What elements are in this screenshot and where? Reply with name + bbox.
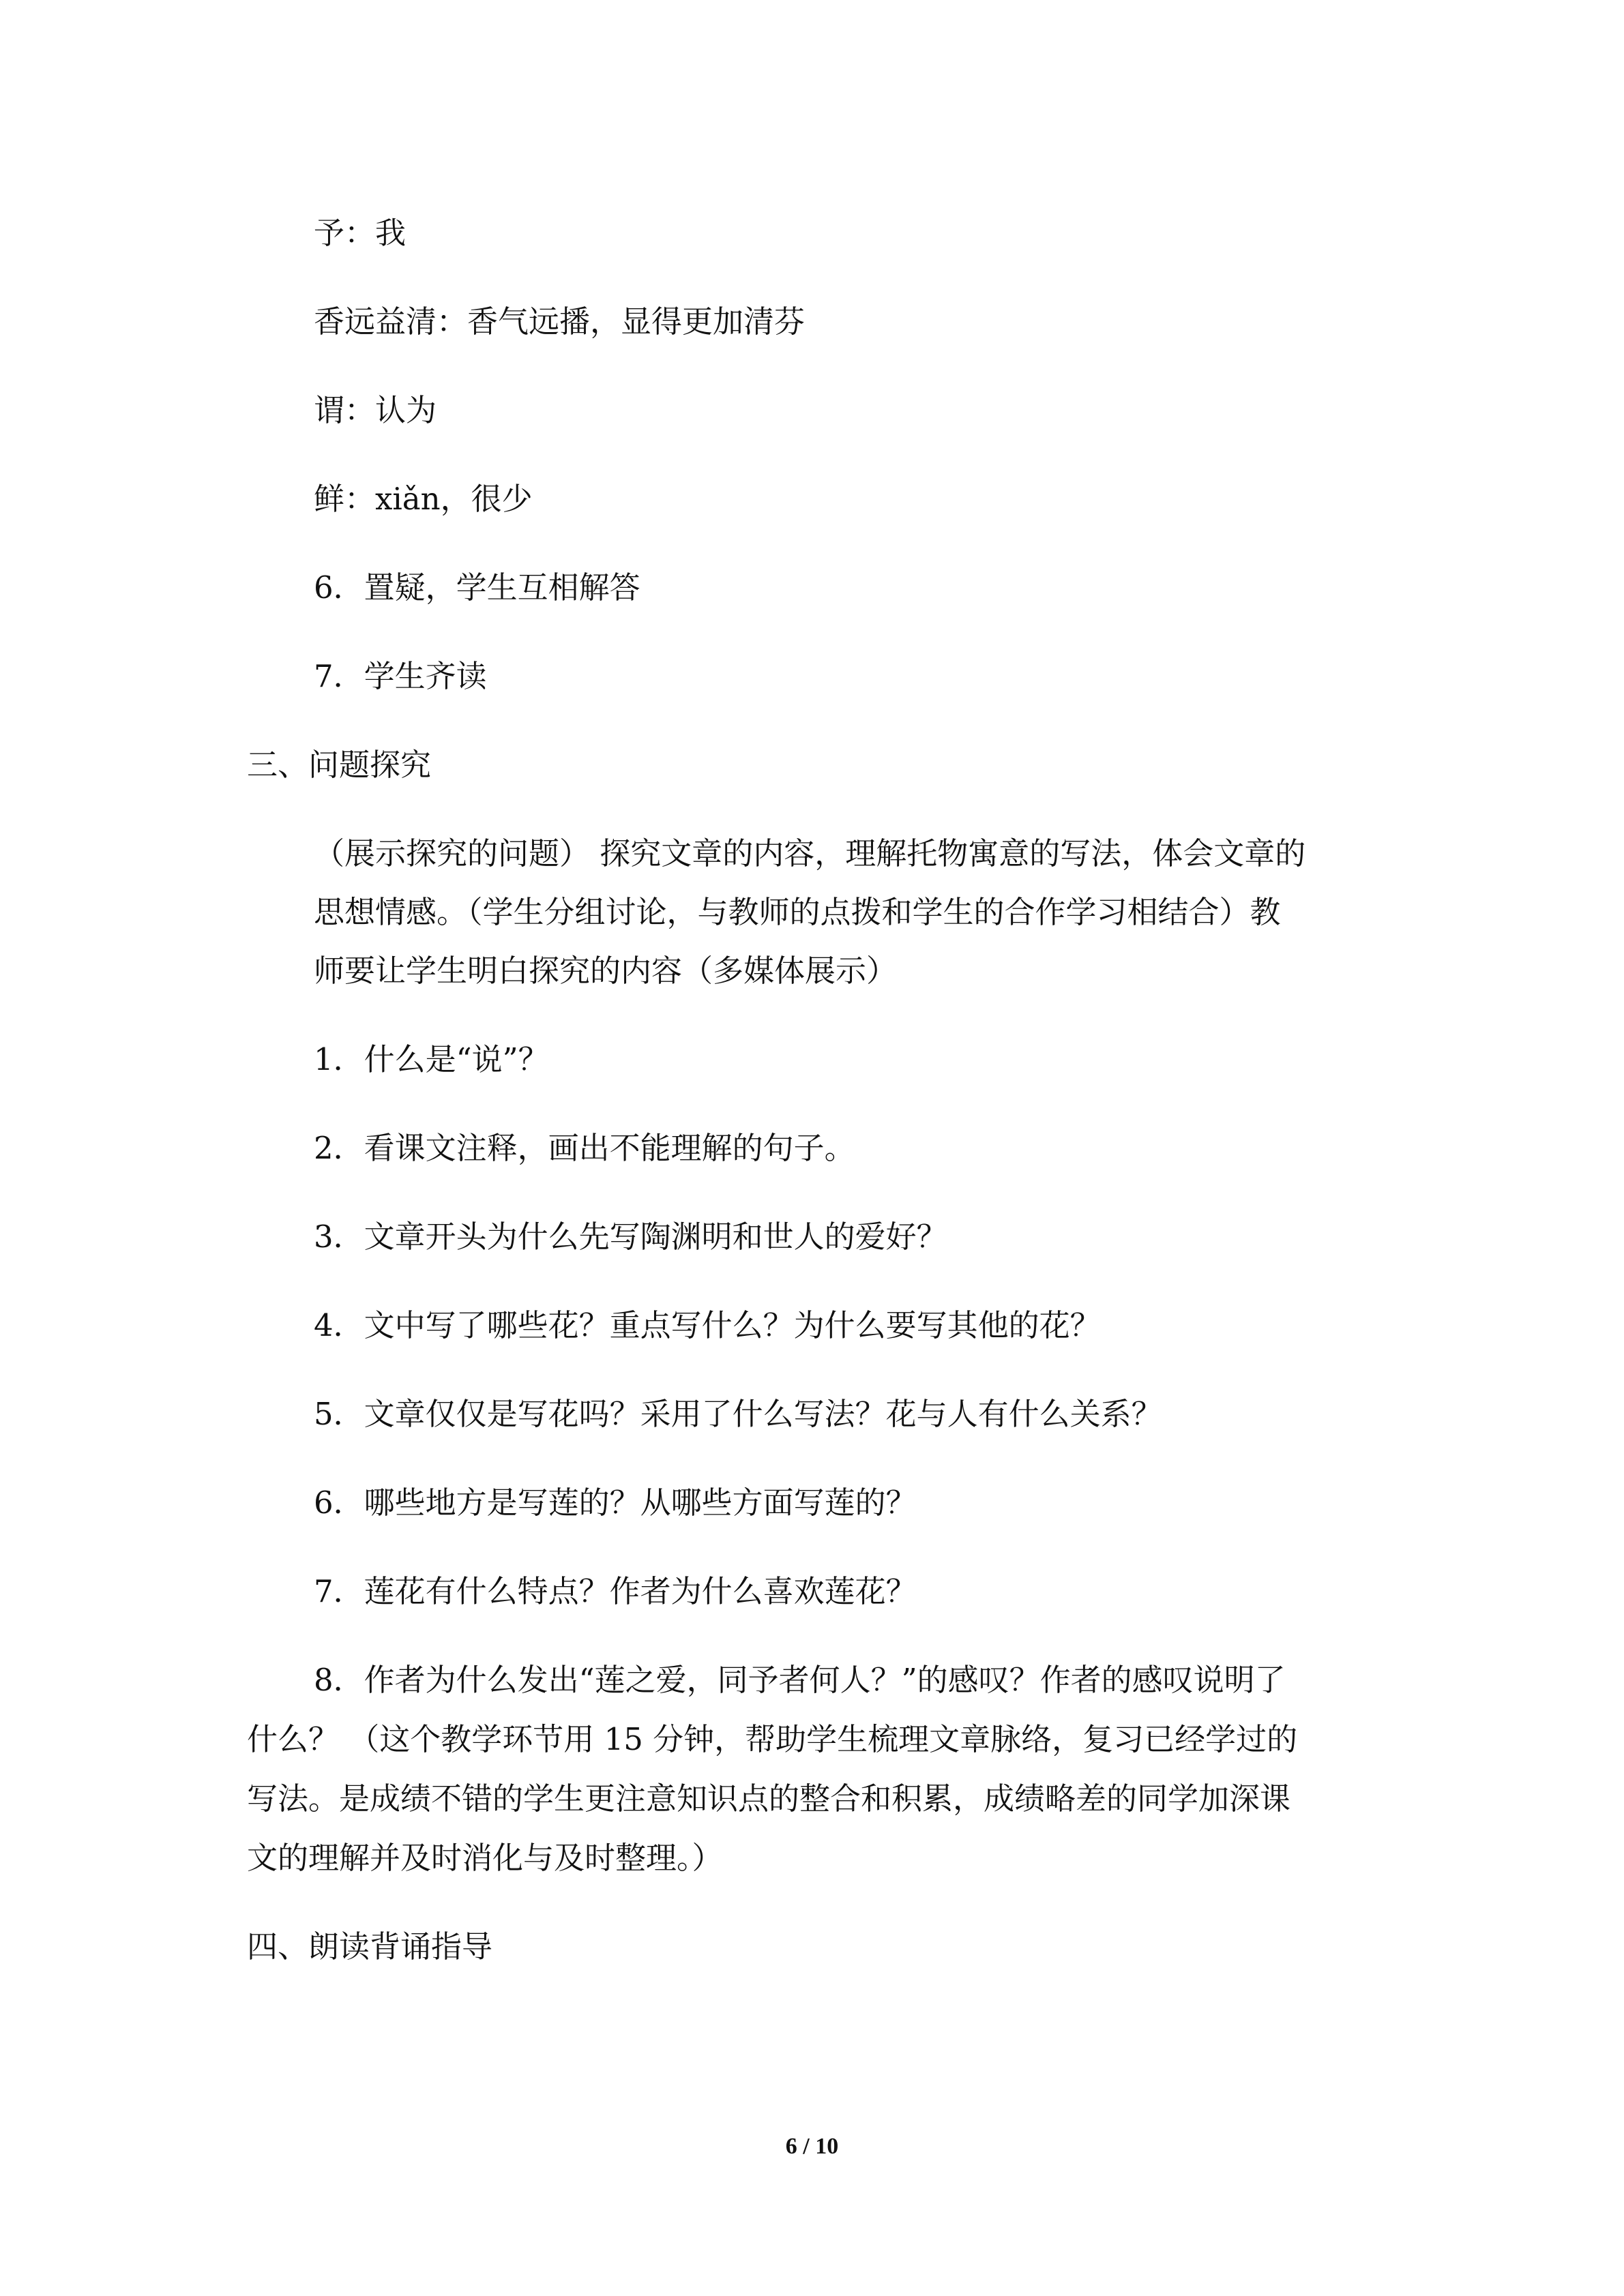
- question-4: 4．文中写了哪些花？重点写什么？为什么要写其他的花？: [314, 1307, 1101, 1343]
- note-xiangyuanyiqing: 香远益清：香气远播，显得更加清芬: [314, 303, 806, 340]
- question-7: 7．莲花有什么特点？作者为什么喜欢莲花？: [314, 1573, 917, 1609]
- step-7: 7．学生齐读: [314, 658, 487, 694]
- note-yu: 予：我: [314, 215, 407, 251]
- section-4-heading: 四、朗读背诵指导: [247, 1928, 493, 1965]
- question-8-line-4: 文的理解并及时消化与及时整理。）: [247, 1840, 723, 1876]
- question-8-line-2: 什么？ （这个教学环节用 15 分钟，帮助学生梳理文章脉络，复习已经学过的: [247, 1721, 1298, 1757]
- section-3-heading: 三、问题探究: [247, 747, 432, 783]
- section-3-intro-line-3: 师要让学生明白探究的内容（多媒体展示）: [314, 953, 898, 989]
- section-3-intro-line-1: （展示探究的问题） 探究文章的内容，理解托物寓意的写法，体会文章的: [314, 835, 1306, 871]
- note-wei: 谓：认为: [314, 392, 437, 428]
- question-3: 3．文章开头为什么先写陶渊明和世人的爱好？: [314, 1219, 947, 1255]
- page-number: 6 / 10: [785, 2134, 839, 2159]
- question-6: 6．哪些地方是写莲的？从哪些方面写莲的？: [314, 1485, 917, 1521]
- step-6: 6．置疑，学生互相解答: [314, 569, 640, 606]
- section-3-intro-line-2: 思想情感。（学生分组讨论，与教师的点拨和学生的合作学习相结合）教: [314, 894, 1281, 930]
- question-1: 1．什么是“说”？: [314, 1041, 549, 1077]
- question-5: 5．文章仅仅是写花吗？采用了什么写法？花与人有什么关系？: [314, 1396, 1162, 1432]
- question-8-line-3: 写法。是成绩不错的学生更注意知识点的整合和积累，成绩略差的同学加深课: [247, 1780, 1291, 1817]
- question-8-line-1: 8．作者为什么发出“莲之爱，同予者何人？”的感叹？作者的感叹说明了: [314, 1662, 1286, 1698]
- note-xian: 鲜：xiǎn，很少: [314, 481, 533, 517]
- question-2: 2．看课文注释，画出不能理解的句子。: [314, 1130, 855, 1166]
